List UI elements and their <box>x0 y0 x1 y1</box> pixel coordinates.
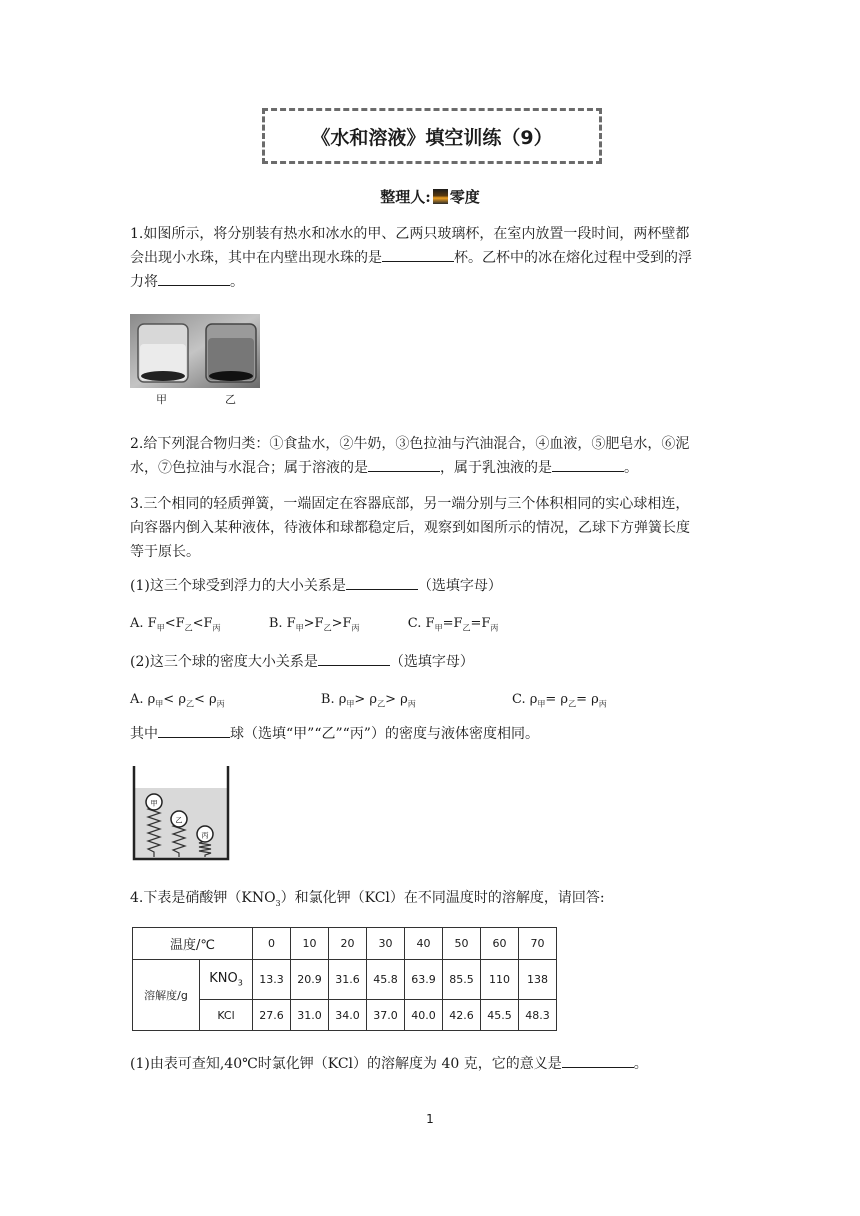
opt-text: >F <box>331 616 352 631</box>
opt-text: A. ρ <box>130 692 156 707</box>
opt-sub: 甲 <box>156 623 165 633</box>
spring-container-diagram <box>130 766 230 864</box>
q2-line2 <box>130 456 740 480</box>
opt-sub: 甲 <box>434 623 443 633</box>
answer-blank[interactable] <box>562 1053 634 1068</box>
opt-text: B. ρ <box>320 692 347 707</box>
author-prefix: 整理人: <box>380 188 431 206</box>
kcl-cell: 40.0 <box>405 1000 443 1031</box>
opt-sub: 丙 <box>598 699 607 709</box>
kno3-cell: 138 <box>519 960 557 1000</box>
temp-header: 温度/℃ <box>133 928 253 960</box>
title-box <box>262 108 602 164</box>
glass-label-jia: 甲 <box>156 393 167 406</box>
temp-cell: 10 <box>291 928 329 960</box>
kcl-label: KCl <box>200 1000 253 1031</box>
opt-sub: 丙 <box>216 699 225 709</box>
temp-cell: 60 <box>481 928 519 960</box>
opt-text: C. F <box>407 616 435 631</box>
q1-text: 力将 <box>130 274 158 290</box>
opt-sub: 乙 <box>462 623 471 633</box>
opt-text: A. F <box>130 616 157 631</box>
temp-cell: 30 <box>367 928 405 960</box>
kno3-label-sub: 3 <box>237 978 243 988</box>
q3-line3: 等于原长。 <box>130 544 200 560</box>
kcl-cell: 37.0 <box>367 1000 405 1031</box>
q3-text: 其中 <box>130 726 158 742</box>
temp-cell: 70 <box>519 928 557 960</box>
opt-text: <F <box>192 616 213 631</box>
q3-text: （选填字母） <box>389 654 474 670</box>
option-b[interactable] <box>269 616 360 631</box>
q3-text: (2)这三个球的密度大小关系是 <box>130 654 318 670</box>
ball-label-bing: 丙 <box>201 831 209 840</box>
answer-blank[interactable] <box>346 575 418 590</box>
q4-sub: 3 <box>275 898 281 908</box>
q2-text: ，属于乳浊液的是 <box>440 460 552 476</box>
kno3-cell: 63.9 <box>405 960 443 1000</box>
opt-sub: 甲 <box>155 699 164 709</box>
q4-sub1 <box>130 1052 740 1076</box>
q3-options-2 <box>130 688 740 717</box>
q4-text: 4.下表是硝酸钾（KNO <box>130 890 276 906</box>
table-row <box>133 960 557 1000</box>
ball-label-jia: 甲 <box>150 799 158 808</box>
ball-label-yi: 乙 <box>175 816 183 825</box>
q2-text: 。 <box>624 460 638 476</box>
opt-text: < ρ <box>163 692 186 707</box>
opt-sub: 乙 <box>323 623 332 633</box>
q3-text: （选填字母） <box>417 578 502 594</box>
opt-text: = ρ <box>545 692 569 707</box>
option-a[interactable] <box>130 692 225 707</box>
kno3-cell: 85.5 <box>443 960 481 1000</box>
kno3-label-text: KNO <box>209 971 238 987</box>
question-4 <box>130 886 740 916</box>
opt-text: = ρ <box>576 692 599 707</box>
kcl-cell: 42.6 <box>443 1000 481 1031</box>
option-a[interactable] <box>130 616 221 631</box>
page-number: 1 <box>426 1112 434 1126</box>
question-1 <box>130 222 740 294</box>
answer-blank[interactable] <box>552 457 624 472</box>
opt-sub: 乙 <box>568 699 577 709</box>
solubility-header: 溶解度/g <box>133 960 200 1031</box>
opt-text: > ρ <box>354 692 378 707</box>
kcl-cell: 27.6 <box>253 1000 291 1031</box>
temp-cell: 0 <box>253 928 291 960</box>
opt-sub: 甲 <box>537 699 546 709</box>
q3-sub3 <box>130 722 740 746</box>
q3-sub2 <box>130 650 740 674</box>
opt-text: B. F <box>268 616 296 631</box>
q2-line1: 2.给下列混合物归类：①食盐水，②牛奶，③色拉油与汽油混合，④血液，⑤肥皂水，⑥泥 <box>130 436 690 452</box>
kcl-cell: 34.0 <box>329 1000 367 1031</box>
option-c[interactable] <box>512 692 607 707</box>
q1-line1: 1.如图所示，将分别装有热水和冰水的甲、乙两只玻璃杯，在室内放置一段时间，两杯壁都 <box>130 226 690 242</box>
option-c[interactable] <box>408 616 499 631</box>
kcl-cell: 45.5 <box>481 1000 519 1031</box>
opt-sub: 丙 <box>351 623 360 633</box>
kno3-cell: 20.9 <box>291 960 329 1000</box>
answer-blank[interactable] <box>318 651 390 666</box>
q3-text: 球（选填“甲”“乙”“丙”）的密度与液体密度相同。 <box>230 726 539 742</box>
q4-text: (1)由表可查知,40℃时氯化钾（KCl）的溶解度为 40 克，它的意义是 <box>130 1056 562 1072</box>
table-row <box>133 928 557 960</box>
q1-line2 <box>130 246 740 270</box>
q3-line1: 3.三个相同的轻质弹簧，一端固定在容器底部，另一端分别与三个体积相同的实心球相连， <box>130 496 690 512</box>
kno3-cell: 31.6 <box>329 960 367 1000</box>
q1-text: 杯。乙杯中的冰在熔化过程中受到的浮 <box>454 250 692 266</box>
kno3-label <box>200 960 253 1000</box>
answer-blank[interactable] <box>158 723 230 738</box>
answer-blank[interactable] <box>368 457 440 472</box>
opt-sub: 丙 <box>407 699 416 709</box>
kcl-cell: 31.0 <box>291 1000 329 1031</box>
opt-text: C. ρ <box>512 692 538 707</box>
opt-sub: 乙 <box>185 699 194 709</box>
opt-text: >F <box>303 616 324 631</box>
opt-sub: 丙 <box>490 623 499 633</box>
temp-cell: 40 <box>405 928 443 960</box>
kcl-cell: 48.3 <box>519 1000 557 1031</box>
temp-cell: 20 <box>329 928 367 960</box>
page-title: 《水和溶液》填空训练（9） <box>311 126 553 149</box>
q4-text: ）和氯化钾（KCl）在不同温度时的溶解度，请回答: <box>280 890 605 906</box>
kno3-cell: 110 <box>481 960 519 1000</box>
answer-blank[interactable] <box>158 271 230 286</box>
q3-options-1 <box>130 612 740 641</box>
kno3-cell: 45.8 <box>367 960 405 1000</box>
question-3 <box>130 492 740 564</box>
opt-sub: 乙 <box>184 623 193 633</box>
q3-sub1 <box>130 574 740 598</box>
q3-text: (1)这三个球受到浮力的大小关系是 <box>130 578 346 594</box>
opt-sub: 甲 <box>295 623 304 633</box>
answer-blank[interactable] <box>382 247 454 262</box>
temp-cell: 50 <box>443 928 481 960</box>
solubility-table <box>132 927 557 1031</box>
q1-line3 <box>130 270 740 294</box>
q1-text: 。 <box>230 274 244 290</box>
opt-text: < ρ <box>193 692 217 707</box>
glasses-photo <box>130 314 262 406</box>
opt-sub: 乙 <box>377 699 386 709</box>
author-line <box>0 186 860 207</box>
author-name: 零度 <box>449 188 480 206</box>
sunset-icon <box>433 189 448 204</box>
q4-text: 。 <box>633 1056 648 1072</box>
opt-sub: 丙 <box>212 623 221 633</box>
q2-text: 水，⑦色拉油与水混合；属于溶液的是 <box>130 460 368 476</box>
option-b[interactable] <box>321 692 416 707</box>
q3-line2: 向容器内倒入某种液体，待液体和球都稳定后，观察到如图所示的情况，乙球下方弹簧长度 <box>130 520 690 536</box>
opt-text: =F <box>470 616 491 631</box>
q1-text: 会出现小水珠，其中在内壁出现水珠的是 <box>130 250 382 266</box>
opt-sub: 甲 <box>346 699 355 709</box>
kno3-cell: 13.3 <box>253 960 291 1000</box>
question-2 <box>130 432 740 480</box>
opt-text: > ρ <box>385 692 408 707</box>
opt-text: =F <box>442 616 463 631</box>
opt-text: <F <box>164 616 185 631</box>
glass-label-yi: 乙 <box>225 393 236 406</box>
